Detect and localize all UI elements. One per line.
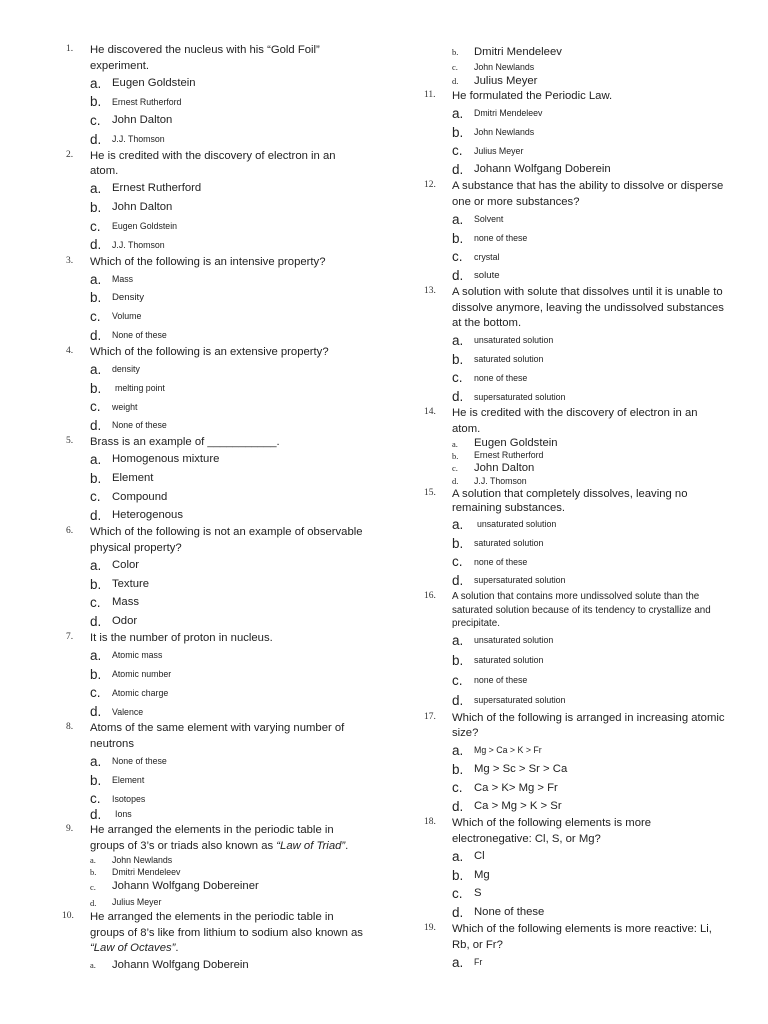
option-4d: d. None of these [90,417,167,433]
question-text: Which of the following elements is more electronegative: Cl, S, or Mg? [452,817,652,845]
question-6 [64,525,364,556]
option-5a: a. Homogenous mixture [90,452,220,468]
question-number: 3. [66,255,74,266]
option-14a: a. Eugen Goldstein [452,437,558,450]
question-number: 12. [424,180,436,191]
question-text: A substance that has the ability to dissolve or disperse one or more substances? [452,180,724,208]
option-11d: d. Johann Wolfgang Doberein [452,162,611,178]
question-text: Which of the following elements is more reactive: Li, Rb, or Fr? [452,923,712,951]
option-8c: c. Isotopes [90,791,146,807]
option-14c: c. John Dalton [452,461,535,474]
option-12a: a. Solvent [452,211,504,227]
option-8d: d. Ions [90,806,132,822]
option-11a: a. Dmitri Mendeleev [452,106,543,122]
question-3 [64,255,364,271]
left-column [64,43,364,974]
question-number: 18. [424,817,436,828]
option-9b: b. Dmitri Mendeleev [90,866,181,878]
option-3a: a. Mass [90,271,134,287]
question-5 [64,435,364,451]
option-12b: b. none of these [452,230,528,246]
option-4c: c. weight [90,399,138,415]
option-7d: d. Valence [90,704,144,720]
option-17b: b. Mg > Sc > Sr > Ca [452,761,568,777]
question-11 [426,89,726,105]
option-8b: b. Element [90,772,145,788]
question-number: 11. [424,90,436,100]
option-10b: b. Dmitri Mendeleev [452,45,562,58]
option-16c: c. none of these [452,672,528,688]
option-5c: c. Compound [90,489,168,505]
question-number: 2. [66,149,74,160]
option-12c: c. crystal [452,249,500,265]
question-9 [64,823,364,854]
question-text: He arranged the elements in the periodic table in groups of 8’s like from lithium to sodium also known as “Law of Octaves”. [90,911,363,955]
option-6c: c. Mass [90,595,139,611]
option-1c: c. John Dalton [90,112,173,128]
option-1d: d. J.J. Thomson [90,131,165,147]
option-15c: c. none of these [452,554,528,570]
option-8a: a. None of these [90,753,167,769]
question-number: 7. [66,632,74,642]
option-1a: a. Eugen Goldstein [90,75,196,91]
option-18c: c. S [452,886,482,902]
question-12 [426,179,726,210]
question-18 [426,816,726,847]
option-19a: a. Fr [452,954,483,970]
option-4b: b. melting point [90,380,165,396]
option-14d: d. J.J. Thomson [452,475,527,486]
question-7 [64,631,364,647]
option-12d: d. solute [452,267,500,283]
option-10a: a. Johann Wolfgang Doberein [90,958,249,971]
question-number: 5. [66,436,74,446]
question-14 [426,406,726,437]
question-text: Which of the following is an intensive property? [90,255,326,268]
question-8 [64,721,364,752]
question-number: 19. [424,923,436,933]
option-17d: d. Ca > Mg > K > Sr [452,799,562,815]
question-13 [426,285,726,332]
question-text: He is credited with the discovery of electron in an atom. [90,149,336,178]
question-number: 10. [62,911,74,922]
option-6d: d. Odor [90,613,138,629]
question-text: A solution that completely dissolves, leaving no remaining substances. [452,488,688,515]
question-text: Atoms of the same element with varying number of neutrons [90,722,345,750]
option-7a: a. Atomic mass [90,648,163,664]
question-number: 17. [424,711,436,722]
option-13c: c. none of these [452,370,528,386]
option-13a: a. unsaturated solution [452,333,554,349]
option-3d: d. None of these [90,327,167,343]
right-column [426,45,726,972]
option-2b: b. John Dalton [90,200,173,216]
question-number: 15. [424,488,436,499]
option-15a: a. unsaturated solution [452,516,557,532]
question-number: 4. [66,345,74,356]
option-4a: a. density [90,361,140,377]
question-15 [426,487,726,515]
option-10d: d. Julius Meyer [452,74,538,87]
option-16b: b. saturated solution [452,652,544,668]
option-3b: b. Density [90,290,144,306]
question-text: Which of the following is an extensive property? [90,345,329,358]
option-9c: c. Johann Wolfgang Dobereiner [90,880,259,893]
question-4 [64,345,364,361]
question-number: 14. [424,407,436,418]
question-1 [64,43,364,74]
option-16a: a. unsaturated solution [452,632,554,648]
option-7b: b. Atomic number [90,666,172,682]
question-10 [64,910,364,957]
option-18a: a. Cl [452,848,485,864]
question-text: Which of the following is arranged in increasing atomic size? [452,711,725,739]
option-18b: b. Mg [452,867,490,883]
option-9d: d. Julius Meyer [90,897,162,908]
question-text: Which of the following is not an example of observable physical property? [90,526,363,554]
question-17 [426,711,726,742]
question-number: 1. [66,44,74,54]
option-11b: b. John Newlands [452,124,535,140]
option-15d: d. supersaturated solution [452,572,566,588]
question-number: 6. [66,526,74,537]
option-5d: d. Heterogenous [90,508,183,524]
option-10c: c. John Newlands [452,61,535,72]
option-17c: c. Ca > K> Mg > Fr [452,780,558,796]
question-text: He discovered the nucleus with his “Gold Foil” experiment. [90,44,320,72]
option-13b: b. saturated solution [452,351,544,367]
option-13d: d. supersaturated solution [452,389,566,405]
question-2 [64,149,364,180]
question-19 [426,922,726,953]
question-text: A solution with solute that dissolves until it is unable to dissolve anymore, leaving the undissolved substances at the bottom. [452,286,724,329]
option-18d: d. None of these [452,904,545,920]
option-6b: b. Texture [90,576,150,592]
option-9a: a. John Newlands [90,854,173,866]
question-text: A solution that contains more undissolved solute than the saturated solution because of its tendency to crystallize and precipitate. [452,591,711,629]
question-16 [426,590,726,631]
question-number: 9. [66,824,74,835]
option-16d: d. supersaturated solution [452,692,566,708]
option-15b: b. saturated solution [452,535,544,551]
option-2a: a. Ernest Rutherford [90,181,202,197]
option-2c: c. Eugen Goldstein [90,218,178,234]
question-text: He formulated the Periodic Law. [452,90,613,102]
option-1b: b. Ernest Rutherford [90,94,182,110]
option-3c: c. Volume [90,308,142,324]
option-6a: a. Color [90,557,139,573]
question-number: 13. [424,286,436,296]
question-text: It is the number of proton in nucleus. [90,632,273,644]
question-text: Brass is an example of ___________. [90,436,280,448]
option-5b: b. Element [90,470,154,486]
option-11c: c. Julius Meyer [452,143,524,159]
option-17a: a. Mg > Ca > K > Fr [452,743,542,759]
question-text: He is credited with the discovery of electron in an atom. [452,407,698,435]
question-number: 8. [66,722,74,733]
option-2d: d. J.J. Thomson [90,237,165,253]
option-14b: b. Ernest Rutherford [452,450,544,461]
question-number: 16. [424,591,436,601]
option-7c: c. Atomic charge [90,685,169,701]
question-text: He arranged the elements in the periodic table in groups of 3’s or triads also known as “Law of Triad”. [90,824,349,852]
